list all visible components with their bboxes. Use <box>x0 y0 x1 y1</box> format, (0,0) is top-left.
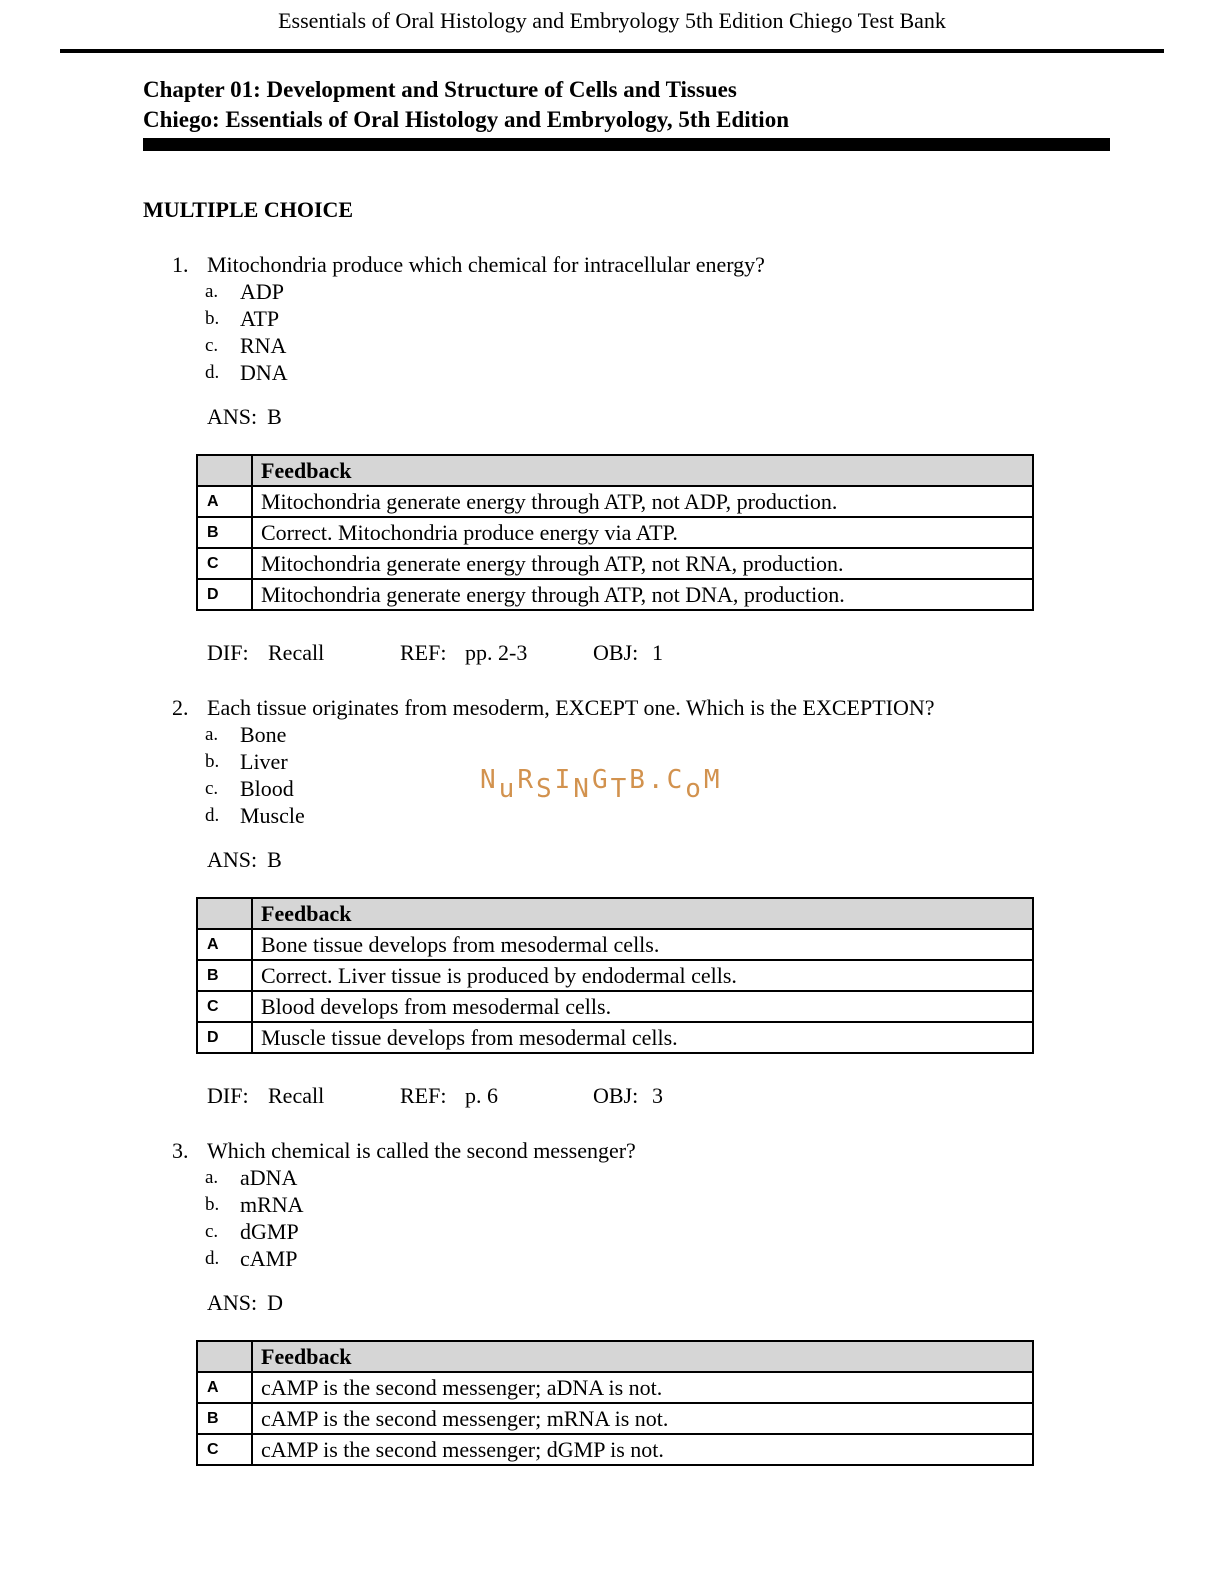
option-text: mRNA <box>240 1192 304 1217</box>
ref-value: pp. 2-3 <box>465 640 528 665</box>
option-text: dGMP <box>240 1219 299 1244</box>
obj-value: 3 <box>652 1083 663 1108</box>
feedback-letter: D <box>197 579 252 610</box>
feedback-text: Correct. Liver tissue is produced by endodermal cells. <box>252 960 1033 991</box>
question-number: 3. <box>172 1138 189 1163</box>
option-text: Bone <box>240 722 287 747</box>
feedback-letter: A <box>197 1372 252 1403</box>
question-text: Mitochondria produce which chemical for intracellular energy? <box>207 252 765 277</box>
obj-label: OBJ: <box>593 1083 639 1108</box>
option-letter: d. <box>205 1248 220 1269</box>
section-heading: MULTIPLE CHOICE <box>143 197 354 222</box>
watermark-letter: G <box>591 765 611 795</box>
answer-line <box>143 1289 1134 1316</box>
answer-value: B <box>267 404 282 429</box>
watermark-letter: C <box>666 765 686 795</box>
option-text: DNA <box>240 360 288 385</box>
option-b <box>143 305 1134 332</box>
watermark-letter: T <box>610 774 630 804</box>
feedback-row-c <box>197 548 1033 579</box>
option-letter: d. <box>205 362 220 383</box>
answer-label: ANS: <box>207 1290 258 1315</box>
meta-line <box>143 1082 1134 1109</box>
feedback-header-label: Feedback <box>252 455 1033 486</box>
question-number: 2. <box>172 695 189 720</box>
obj-value: 1 <box>652 640 663 665</box>
option-a <box>143 278 1134 305</box>
feedback-text: Muscle tissue develops from mesodermal cells. <box>252 1022 1033 1053</box>
watermark-letter: S <box>535 774 555 804</box>
option-a <box>143 1164 1134 1191</box>
feedback-row-c <box>197 1434 1033 1465</box>
meta-line <box>143 639 1134 666</box>
ref-label: REF: <box>400 640 447 665</box>
option-a <box>143 721 1134 748</box>
feedback-table <box>196 1340 1034 1466</box>
answer-label: ANS: <box>207 847 258 872</box>
dif-value: Recall <box>268 1083 325 1108</box>
feedback-header-label: Feedback <box>252 1341 1033 1372</box>
answer-label: ANS: <box>207 404 258 429</box>
header-rule <box>60 49 1164 53</box>
question-line <box>143 251 1134 278</box>
obj-label: OBJ: <box>593 640 639 665</box>
option-c <box>143 1218 1134 1245</box>
feedback-row-a <box>197 486 1033 517</box>
watermark-letter: N <box>573 774 592 804</box>
feedback-letter: D <box>197 1022 252 1053</box>
feedback-letter: A <box>197 929 252 960</box>
dif-label: DIF: <box>207 1083 249 1108</box>
option-text: cAMP <box>240 1246 298 1271</box>
watermark-letter: B <box>629 765 648 795</box>
watermark-letter: R <box>517 765 536 795</box>
option-letter: a. <box>205 724 219 745</box>
feedback-table <box>196 454 1034 611</box>
running-header: Essentials of Oral Histology and Embryology 5th Edition Chiego Test Bank <box>278 8 946 33</box>
answer-line <box>143 403 1134 430</box>
question-3 <box>143 1137 1134 1466</box>
watermark-letter: u <box>498 774 518 804</box>
chapter-title <box>143 75 1134 135</box>
option-text: RNA <box>240 333 287 358</box>
feedback-text: Mitochondria generate energy through ATP, not ADP, production. <box>252 486 1033 517</box>
feedback-text: Correct. Mitochondria produce energy via ATP. <box>252 517 1033 548</box>
feedback-header-empty-cell <box>197 1341 252 1372</box>
feedback-row-c <box>197 991 1033 1022</box>
option-letter: b. <box>205 1194 220 1215</box>
title-highlight-bar <box>143 138 1110 151</box>
question-line <box>143 694 1134 721</box>
feedback-header-row <box>197 455 1033 486</box>
feedback-letter: A <box>197 486 252 517</box>
option-text: Muscle <box>240 803 305 828</box>
question-2 <box>143 694 1134 1109</box>
option-letter: b. <box>205 751 220 772</box>
feedback-letter: B <box>197 1403 252 1434</box>
option-c <box>143 332 1134 359</box>
answer-value: D <box>267 1290 284 1315</box>
feedback-letter: B <box>197 960 252 991</box>
question-line <box>143 1137 1134 1164</box>
option-letter: c. <box>205 335 219 356</box>
option-letter: c. <box>205 1221 219 1242</box>
option-text: ATP <box>240 306 280 331</box>
feedback-row-b <box>197 517 1033 548</box>
feedback-letter: C <box>197 1434 252 1465</box>
dif-label: DIF: <box>207 640 249 665</box>
feedback-row-b <box>197 1403 1033 1434</box>
feedback-text: cAMP is the second messenger; dGMP is not. <box>252 1434 1033 1465</box>
feedback-table <box>196 897 1034 1054</box>
option-b <box>143 1191 1134 1218</box>
feedback-text: cAMP is the second messenger; mRNA is not. <box>252 1403 1033 1434</box>
ref-label: REF: <box>400 1083 447 1108</box>
option-d <box>143 359 1134 386</box>
option-letter: a. <box>205 281 219 302</box>
feedback-letter: C <box>197 991 252 1022</box>
dif-value: Recall <box>268 640 325 665</box>
watermark-letter: o <box>685 774 704 804</box>
watermark-letter: . <box>647 765 667 795</box>
feedback-row-a <box>197 1372 1033 1403</box>
question-text: Which chemical is called the second messenger? <box>207 1138 636 1163</box>
option-text: Liver <box>240 749 288 774</box>
answer-value: B <box>267 847 282 872</box>
feedback-letter: B <box>197 517 252 548</box>
feedback-header-row <box>197 1341 1033 1372</box>
option-letter: b. <box>205 308 220 329</box>
option-text: aDNA <box>240 1165 298 1190</box>
feedback-header-label: Feedback <box>252 898 1033 929</box>
feedback-header-empty-cell <box>197 455 252 486</box>
option-d <box>143 1245 1134 1272</box>
feedback-row-d <box>197 579 1033 610</box>
feedback-text: Mitochondria generate energy through ATP, not RNA, production. <box>252 548 1033 579</box>
feedback-text: Bone tissue develops from mesodermal cells. <box>252 929 1033 960</box>
chapter-title-line2: Chiego: Essentials of Oral Histology and Embryology, 5th Edition <box>143 107 789 132</box>
chapter-title-line1: Chapter 01: Development and Structure of Cells and Tissues <box>143 77 737 102</box>
question-number: 1. <box>172 252 189 277</box>
option-letter: d. <box>205 805 220 826</box>
question-text: Each tissue originates from mesoderm, EXCEPT one. Which is the EXCEPTION? <box>207 695 935 720</box>
feedback-row-a <box>197 929 1033 960</box>
watermark-letter: N <box>480 765 499 795</box>
question-1 <box>143 251 1134 666</box>
option-d <box>143 802 1134 829</box>
feedback-row-b <box>197 960 1033 991</box>
ref-value: p. 6 <box>465 1083 498 1108</box>
feedback-text: Blood develops from mesodermal cells. <box>252 991 1033 1022</box>
feedback-header-row <box>197 898 1033 929</box>
option-text: Blood <box>240 776 294 801</box>
feedback-header-empty-cell <box>197 898 252 929</box>
feedback-text: Mitochondria generate energy through ATP, not DNA, production. <box>252 579 1033 610</box>
watermark-letter: I <box>554 765 574 795</box>
option-letter: c. <box>205 778 219 799</box>
feedback-row-d <box>197 1022 1033 1053</box>
feedback-text: cAMP is the second messenger; aDNA is not. <box>252 1372 1033 1403</box>
option-letter: a. <box>205 1167 219 1188</box>
watermark-letter: M <box>703 765 723 795</box>
option-text: ADP <box>240 279 285 304</box>
feedback-letter: C <box>197 548 252 579</box>
answer-line <box>143 846 1134 873</box>
watermark <box>480 765 723 804</box>
